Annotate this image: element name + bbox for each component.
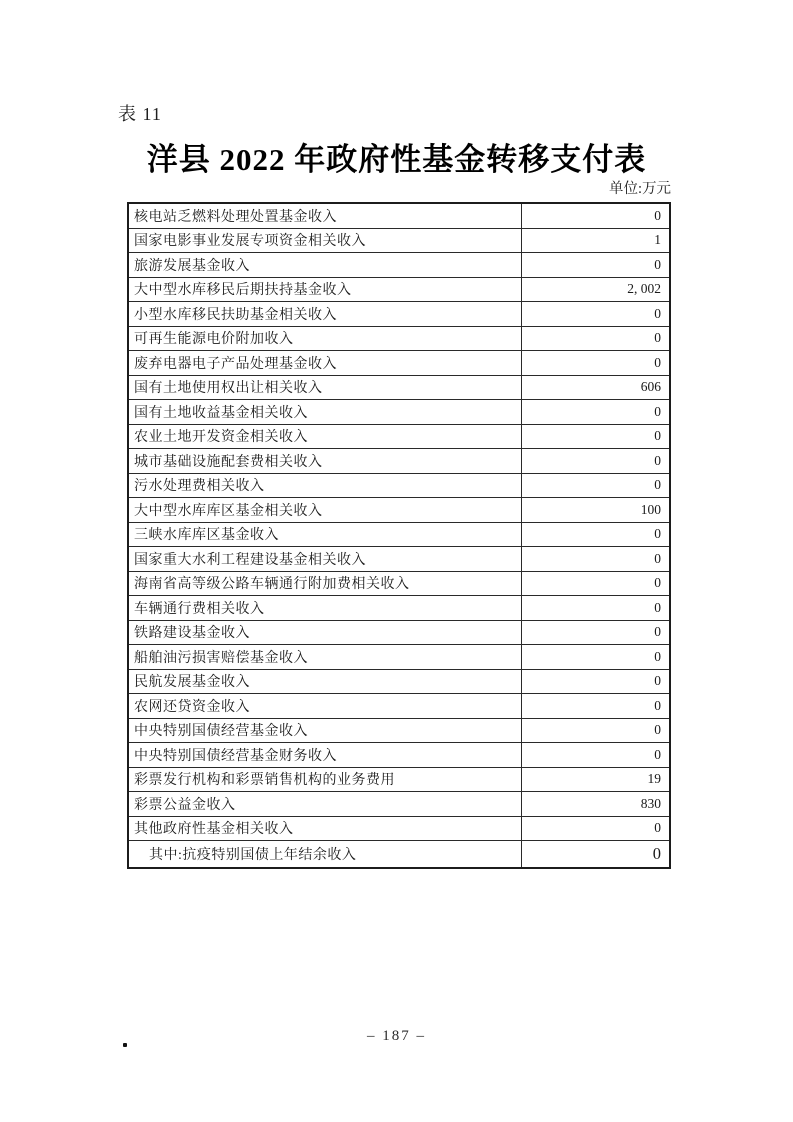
row-label: 彩票公益金收入 <box>129 792 522 816</box>
table-row <box>129 621 669 646</box>
table-row <box>129 204 669 229</box>
row-value: 0 <box>654 820 661 836</box>
table-row <box>129 474 669 499</box>
table-row <box>129 645 669 670</box>
row-value: 0 <box>654 746 661 762</box>
row-value: 0 <box>652 844 661 863</box>
row-label: 国家重大水利工程建设基金相关收入 <box>129 547 522 571</box>
row-value: 0 <box>654 550 661 566</box>
row-label: 废弃电器电子产品处理基金收入 <box>129 351 522 375</box>
table-row <box>129 351 669 376</box>
fund-table-body <box>129 204 669 867</box>
table-row <box>129 400 669 425</box>
table-row <box>129 743 669 768</box>
row-value: 0 <box>654 722 661 738</box>
row-value: 100 <box>640 501 661 517</box>
row-value: 0 <box>654 428 661 444</box>
row-value: 0 <box>654 354 661 370</box>
row-label: 旅游发展基金收入 <box>129 253 522 277</box>
row-value: 0 <box>654 403 661 419</box>
unit-label: 单位:万元 <box>608 181 671 197</box>
row-value: 0 <box>654 330 661 346</box>
table-row <box>129 253 669 278</box>
table-row <box>129 572 669 597</box>
row-value: 0 <box>654 599 661 615</box>
row-value: 830 <box>640 795 661 811</box>
table-row <box>129 694 669 719</box>
row-label: 大中型水库移民后期扶持基金收入 <box>129 278 522 302</box>
table-row <box>129 841 669 867</box>
table-row <box>129 302 669 327</box>
row-value: 0 <box>654 452 661 468</box>
row-label: 可再生能源电价附加收入 <box>129 327 522 351</box>
row-value: 0 <box>654 575 661 591</box>
row-value: 0 <box>654 207 661 223</box>
table-row <box>129 670 669 695</box>
row-value: 0 <box>654 477 661 493</box>
table-row <box>129 596 669 621</box>
row-label: 国有土地使用权出让相关收入 <box>129 376 522 400</box>
row-value: 2, 002 <box>627 281 661 297</box>
row-label: 核电站乏燃料处理处置基金收入 <box>129 204 522 228</box>
row-label: 国有土地收益基金相关收入 <box>129 400 522 424</box>
stray-dot-mark <box>123 1043 127 1047</box>
table-row <box>129 376 669 401</box>
row-value: 0 <box>654 673 661 689</box>
table-row <box>129 547 669 572</box>
row-label: 其中:抗疫特别国债上年结余收入 <box>129 841 522 867</box>
page-title: 洋县 2022 年政府性基金转移支付表 <box>146 142 647 177</box>
row-label: 彩票发行机构和彩票销售机构的业务费用 <box>129 768 522 792</box>
fund-transfer-table <box>127 202 671 869</box>
row-label: 小型水库移民扶助基金相关收入 <box>129 302 522 326</box>
table-row <box>129 719 669 744</box>
row-label: 农业土地开发资金相关收入 <box>129 425 522 449</box>
row-label: 民航发展基金收入 <box>129 670 522 694</box>
row-value: 0 <box>654 648 661 664</box>
row-label: 海南省高等级公路车辆通行附加费相关收入 <box>129 572 522 596</box>
table-row <box>129 425 669 450</box>
row-value: 606 <box>640 379 661 395</box>
row-value: 1 <box>654 232 661 248</box>
row-value: 0 <box>654 256 661 272</box>
row-value: 0 <box>654 624 661 640</box>
row-value: 19 <box>647 771 661 787</box>
table-row <box>129 229 669 254</box>
row-label: 铁路建设基金收入 <box>129 621 522 645</box>
row-label: 城市基础设施配套费相关收入 <box>129 449 522 473</box>
row-value: 0 <box>654 697 661 713</box>
row-label: 国家电影事业发展专项资金相关收入 <box>129 229 522 253</box>
row-label: 污水处理费相关收入 <box>129 474 522 498</box>
row-label: 农网还贷资金收入 <box>129 694 522 718</box>
table-row <box>129 792 669 817</box>
table-row <box>129 278 669 303</box>
page-number: – 187 – <box>367 1028 426 1044</box>
row-label: 车辆通行费相关收入 <box>129 596 522 620</box>
table-row <box>129 498 669 523</box>
table-row <box>129 449 669 474</box>
table-number-label: 表 11 <box>118 104 162 124</box>
row-label: 中央特别国债经营基金财务收入 <box>129 743 522 767</box>
row-label: 船舶油污损害赔偿基金收入 <box>129 645 522 669</box>
table-row <box>129 768 669 793</box>
row-label: 中央特别国债经营基金收入 <box>129 719 522 743</box>
table-row <box>129 523 669 548</box>
row-value: 0 <box>654 526 661 542</box>
table-row <box>129 327 669 352</box>
table-row <box>129 817 669 842</box>
row-value: 0 <box>654 305 661 321</box>
row-label: 三峡水库库区基金收入 <box>129 523 522 547</box>
row-label: 其他政府性基金相关收入 <box>129 817 522 841</box>
row-label: 大中型水库库区基金相关收入 <box>129 498 522 522</box>
